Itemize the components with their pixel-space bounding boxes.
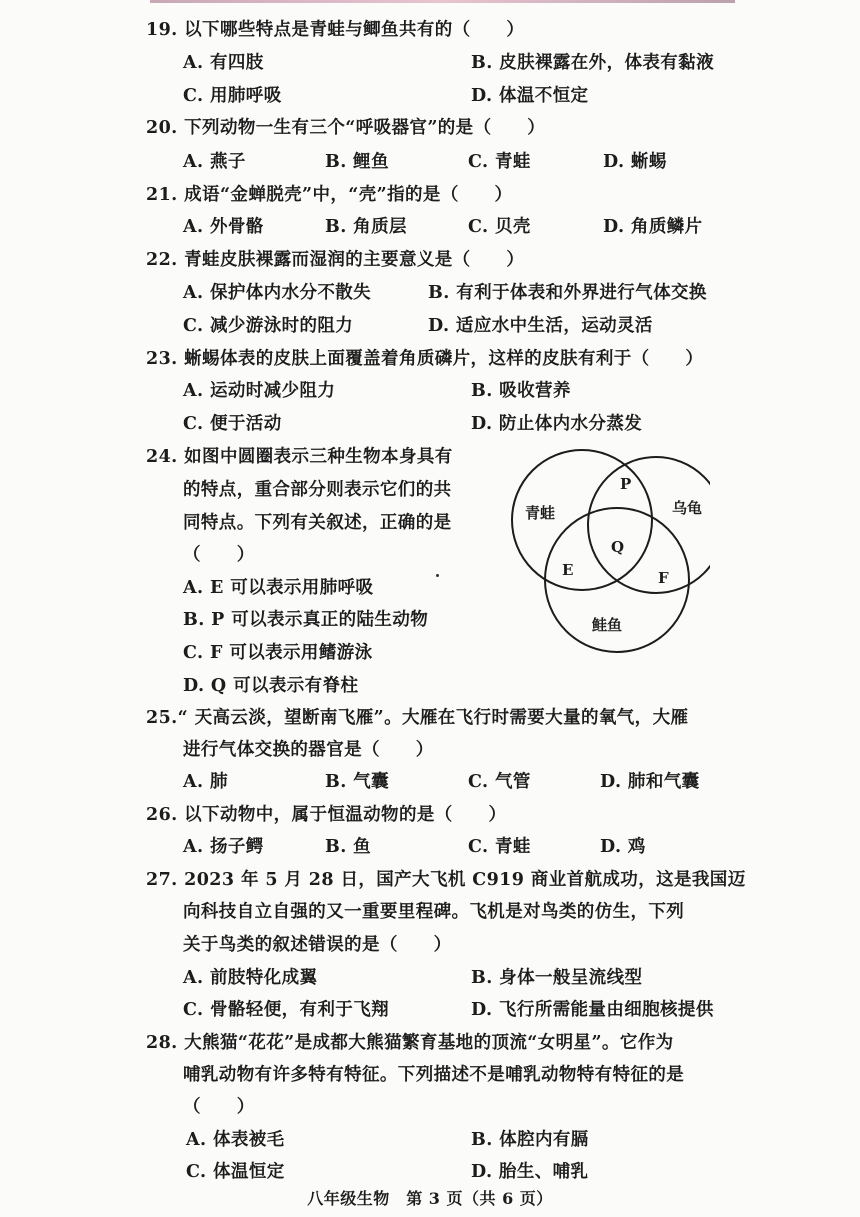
q21-stem: 21. 成语“金蝉脱壳”中，“壳”指的是（ ） xyxy=(146,185,513,205)
q24-stem-line-2: 的特点，重合部分则表示它们的共 xyxy=(183,480,452,500)
venn-label-e: E xyxy=(562,561,574,579)
q20-option-c[interactable]: C. 青蛙 xyxy=(468,152,531,172)
q27-stem-line-2: 向科技自立自强的又一重要里程碑。飞机是对鸟类的仿生，下列 xyxy=(183,902,685,922)
q23-option-b[interactable]: B. 吸收营养 xyxy=(471,381,571,401)
venn-diagram xyxy=(500,445,710,655)
q21-option-c[interactable]: C. 贝壳 xyxy=(468,217,531,237)
page-footer: 八年级生物 第 3 页（共 6 页） xyxy=(307,1189,553,1208)
q26-stem: 26. 以下动物中，属于恒温动物的是（ ） xyxy=(146,805,507,825)
q26-option-d[interactable]: D. 鸡 xyxy=(600,837,646,857)
q25-stem-line-2: 进行气体交换的器官是（ ） xyxy=(183,740,434,760)
q27-stem-line-1: 27. 2023 年 5 月 28 日，国产大飞机 C919 商业首航成功，这是我国迈 xyxy=(146,870,746,890)
turtle-circle xyxy=(588,457,710,593)
q24-option-b[interactable]: B. P 可以表示真正的陆生动物 xyxy=(183,610,429,630)
q25-stem-line-1: 25.“ 天高云淡，望断南飞雁”。大雁在飞行时需要大量的氧气，大雁 xyxy=(146,708,689,728)
q21-option-a[interactable]: A. 外骨骼 xyxy=(183,217,264,237)
q25-option-c[interactable]: C. 气管 xyxy=(468,772,531,792)
venn-label-fish: 鲑鱼 xyxy=(592,616,623,634)
q21-option-b[interactable]: B. 角质层 xyxy=(325,217,407,237)
q28-option-d[interactable]: D. 胎生、哺乳 xyxy=(471,1162,589,1182)
q26-option-b[interactable]: B. 鱼 xyxy=(325,837,372,857)
q27-option-c[interactable]: C. 骨骼轻便，有利于飞翔 xyxy=(183,1000,390,1020)
venn-label-p: P xyxy=(620,475,632,493)
page-top-edge xyxy=(150,0,735,3)
venn-label-turtle: 乌龟 xyxy=(672,499,703,517)
q28-option-b[interactable]: B. 体腔内有膈 xyxy=(471,1130,589,1150)
q24-option-a[interactable]: A. E 可以表示用肺呼吸 xyxy=(183,578,374,598)
q23-option-a[interactable]: A. 运动时减少阻力 xyxy=(183,381,336,401)
q19-option-c[interactable]: C. 用肺呼吸 xyxy=(183,86,282,106)
q24-stem-line-1: 24. 如图中圆圈表示三种生物本身具有 xyxy=(146,447,453,467)
q20-stem: 20. 下列动物一生有三个“呼吸器官”的是（ ） xyxy=(146,118,546,138)
venn-label-f: F xyxy=(658,569,669,587)
q22-option-c[interactable]: C. 减少游泳时的阻力 xyxy=(183,316,354,336)
q20-option-d[interactable]: D. 蜥蜴 xyxy=(603,152,667,172)
q23-option-c[interactable]: C. 便于活动 xyxy=(183,414,282,434)
q27-option-d[interactable]: D. 飞行所需能量由细胞核提供 xyxy=(471,1000,714,1020)
q27-option-a[interactable]: A. 前肢特化成翼 xyxy=(183,968,318,988)
venn-label-q: Q xyxy=(611,538,625,556)
q24-option-d[interactable]: D. Q 可以表示有脊柱 xyxy=(183,676,359,696)
q19-option-b[interactable]: B. 皮肤裸露在外，体表有黏液 xyxy=(471,53,714,73)
scan-speck xyxy=(436,574,439,577)
q28-stem-line-1: 28. 大熊猫“花花”是成都大熊猫繁育基地的顶流“女明星”。它作为 xyxy=(146,1033,674,1053)
q22-option-a[interactable]: A. 保护体内水分不散失 xyxy=(183,283,372,303)
q26-option-c[interactable]: C. 青蛙 xyxy=(468,837,531,857)
q28-option-c[interactable]: C. 体温恒定 xyxy=(186,1162,285,1182)
q22-option-d[interactable]: D. 适应水中生活，运动灵活 xyxy=(428,316,653,336)
q23-option-d[interactable]: D. 防止体内水分蒸发 xyxy=(471,414,643,434)
q20-option-a[interactable]: A. 燕子 xyxy=(183,152,246,172)
q27-stem-line-3: 关于鸟类的叙述错误的是（ ） xyxy=(183,935,452,955)
q26-option-a[interactable]: A. 扬子鳄 xyxy=(183,837,264,857)
q19-option-a[interactable]: A. 有四肢 xyxy=(183,53,264,73)
q25-option-a[interactable]: A. 肺 xyxy=(183,772,228,792)
q20-option-b[interactable]: B. 鲤鱼 xyxy=(325,152,389,172)
q21-option-d[interactable]: D. 角质鳞片 xyxy=(603,217,703,237)
q28-stem-line-3: （ ） xyxy=(183,1097,255,1117)
q19-option-d[interactable]: D. 体温不恒定 xyxy=(471,86,589,106)
q27-option-b[interactable]: B. 身体一般呈流线型 xyxy=(471,968,643,988)
q22-option-b[interactable]: B. 有利于体表和外界进行气体交换 xyxy=(428,283,707,303)
venn-label-frog: 青蛙 xyxy=(525,504,556,522)
q24-option-c[interactable]: C. F 可以表示用鳍游泳 xyxy=(183,643,373,663)
q25-option-b[interactable]: B. 气囊 xyxy=(325,772,389,792)
q19-stem: 19. 以下哪些特点是青蛙与鲫鱼共有的（ ） xyxy=(146,20,525,40)
q25-option-d[interactable]: D. 肺和气囊 xyxy=(600,772,700,792)
q28-stem-line-2: 哺乳动物有许多特有特征。下列描述不是哺乳动物特有特征的是 xyxy=(183,1065,685,1085)
q24-stem-line-4: （ ） xyxy=(183,545,255,565)
q23-stem: 23. 蜥蜴体表的皮肤上面覆盖着角质磷片，这样的皮肤有利于（ ） xyxy=(146,349,704,369)
q22-stem: 22. 青蛙皮肤裸露而湿润的主要意义是（ ） xyxy=(146,250,525,270)
q28-option-a[interactable]: A. 体表被毛 xyxy=(186,1130,285,1150)
q24-stem-line-3: 同特点。下列有关叙述，正确的是 xyxy=(183,513,452,533)
